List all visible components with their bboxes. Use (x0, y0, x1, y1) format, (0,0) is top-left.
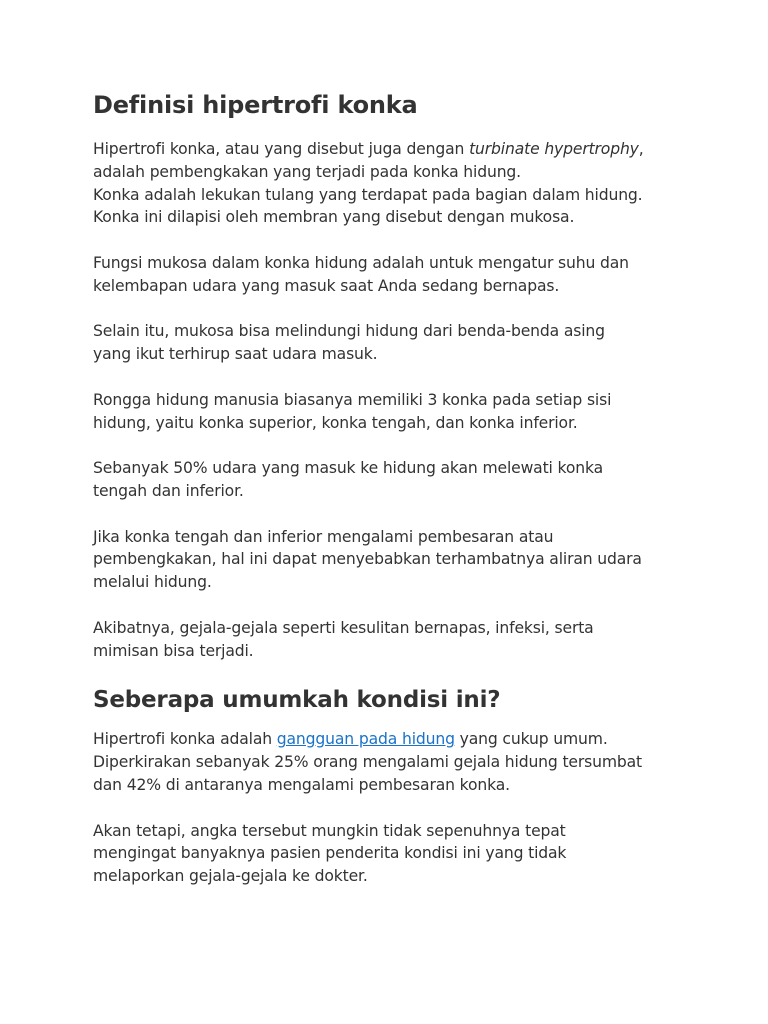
paragraph-fungsi-mukosa: Fungsi mukosa dalam konka hidung adalah untuk mengatur suhu dan kelembapan udara yang masuk saat Anda sedang bernapas. (93, 253, 629, 295)
paragraph-definisi (93, 138, 683, 229)
term-turbinate-hypertrophy: turbinate hypertrophy (469, 140, 639, 158)
heading-seberapa-umum: Seberapa umumkah kondisi ini? (93, 687, 501, 714)
paragraph-definisi-text-end: , adalah pembengkakan yang terjadi pada konka hidung. Konka adalah lekukan tulang yang terdapat pada bagian dalam hidung. Konka ini dilapisi oleh membran yang disebut dengan mukosa. (93, 140, 644, 227)
paragraph-prevalensi-text-end: yang cukup umum. Diperkirakan sebanyak 25% orang mengalami gejala hidung tersumbat dan 42% di antaranya mengalami pembesaran konka. (93, 730, 642, 794)
paragraph-pelaporan: Akan tetapi, angka tersebut mungkin tidak sepenuhnya tepat mengingat banyaknya pasien penderita kondisi ini yang tidak melaporkan gejala-gejala ke dokter. (93, 821, 567, 886)
paragraph-definisi-text-start: Hipertrofi konka, atau yang disebut juga dengan (93, 140, 470, 158)
heading-definisi: Definisi hipertrofi konka (93, 91, 418, 119)
paragraph-prevalensi (93, 728, 683, 796)
paragraph-akibat: Akibatnya, gejala-gejala seperti kesulitan bernapas, infeksi, serta mimisan bisa terjadi. (93, 618, 594, 660)
paragraph-pembesaran: Jika konka tengah dan inferior mengalami pembesaran atau pembengkakan, hal ini dapat menyebabkan terhambatnya aliran udara melalui hidung. (93, 527, 642, 592)
paragraph-rongga-hidung: Rongga hidung manusia biasanya memiliki 3 konka pada setiap sisi hidung, yaitu konka superior, konka tengah, dan konka inferior. (93, 390, 612, 432)
paragraph-udara: Sebanyak 50% udara yang masuk ke hidung akan melewati konka tengah dan inferior. (93, 459, 603, 500)
paragraph-prevalensi-text-start: Hipertrofi konka adalah (93, 730, 277, 749)
gangguan-hidung-link[interactable]: gangguan pada hidung (276, 730, 455, 749)
article (93, 88, 683, 888)
paragraph-perlindungan: Selain itu, mukosa bisa melindungi hidung dari benda-benda asing yang ikut terhirup saat udara masuk. (93, 322, 605, 364)
